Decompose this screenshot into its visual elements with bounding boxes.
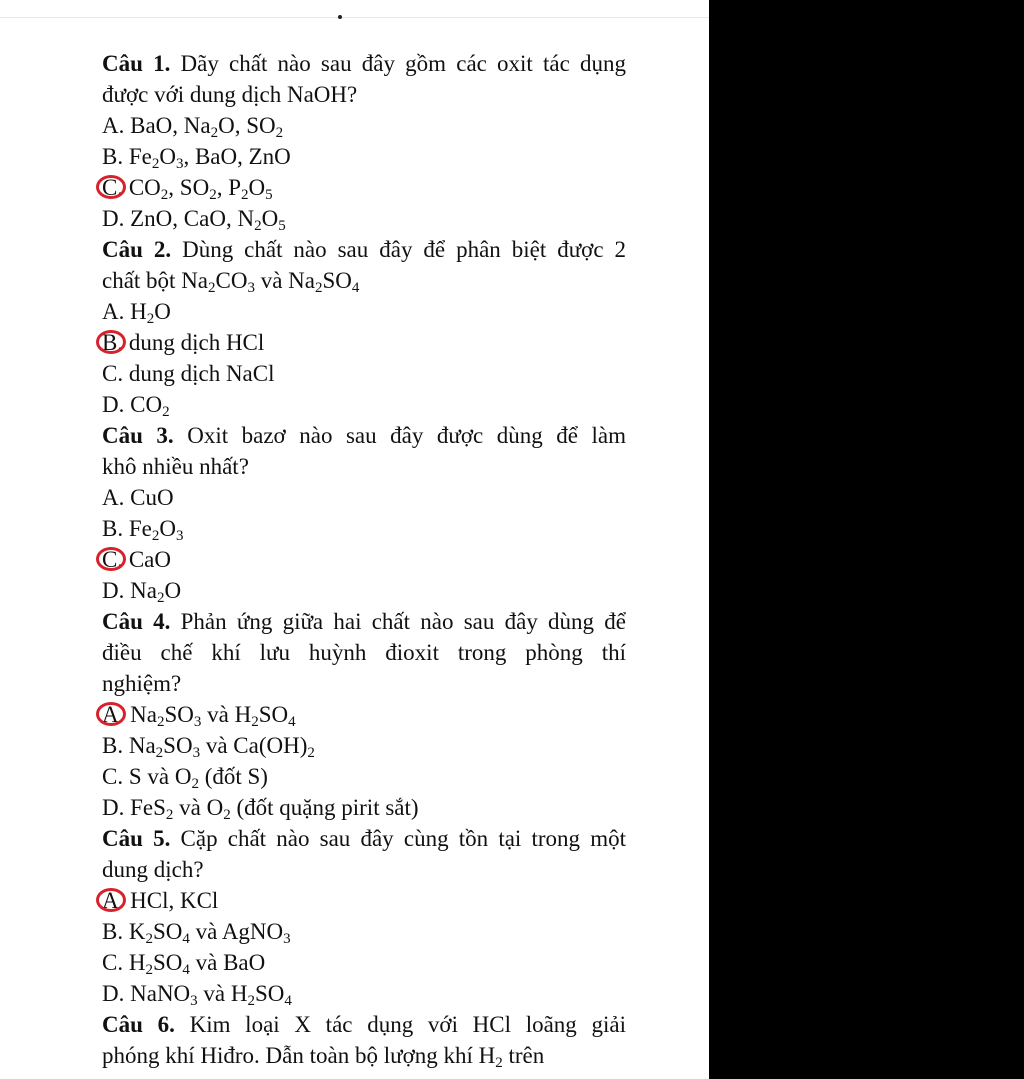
answer-option[interactable] [102,358,626,389]
option-text: $Na_2SO_3$ và $Ca(OH)_2$ [128,733,315,761]
question-text-line [102,668,626,699]
option-letter: D. [102,795,125,820]
answer-option[interactable] [102,327,626,358]
answer-option[interactable] [102,978,626,1009]
question-text-line [102,1040,626,1071]
question-number: Câu 4. [102,609,171,634]
question-number: Câu 1. [102,51,171,76]
answer-option[interactable] [102,172,626,203]
option-text: $Na_2SO_3$ và $H_2SO_4$ [130,702,296,730]
question-text: chất bột $Na_2CO_3$ và $Na_2SO_4$ [102,268,360,296]
question-text-line [102,420,626,451]
answer-option[interactable] [102,947,626,978]
question-text: phóng khí Hiđro. Dẫn toàn bộ lượng khí $H_2$ trên [102,1043,545,1071]
option-letter: B. [102,919,124,944]
answer-circle-mark [96,175,126,199]
answer-circle-mark [96,702,126,726]
question-text: Cặp chất nào sau đây cùng tồn tại trong một [180,826,627,851]
option-text: $H_2SO_4$ và BaO [128,950,266,978]
answer-option[interactable] [102,389,626,420]
question-text-line [102,637,626,668]
question-text-line [102,606,626,637]
question-text: điều chế khí lưu huỳnh đioxit trong phòng thí [102,640,626,665]
question-text: được với dung dịch NaOH? [102,82,358,107]
option-letter: B. [102,516,124,541]
option-letter: A. [102,299,125,324]
option-text: FeS$_2$ và $O_2$ (đốt quặng pirit sắt) [130,795,419,823]
answer-option[interactable] [102,761,626,792]
question-text-line [102,823,626,854]
option-letter: D. [102,392,125,417]
question-block [102,606,626,823]
option-text: $CO_2$, $SO_2$, $P_2O_5$ [128,175,273,203]
answer-option[interactable] [102,885,626,916]
option-text: HCl, KCl [130,888,219,913]
question-block [102,823,626,1009]
question-text: Oxit bazơ nào sau đây được dùng để làm [187,423,626,448]
question-text-line [102,234,626,265]
question-text: Phản ứng giữa hai chất nào sau đây dùng để [180,609,626,634]
option-letter: A. [102,699,124,730]
option-letter: C. [102,764,124,789]
question-number: Câu 3. [102,423,174,448]
answer-option[interactable] [102,110,626,141]
question-text: dung dịch? [102,857,204,882]
option-text: dung dịch NaCl [128,361,275,386]
option-letter: D. [102,578,125,603]
option-letter: D. [102,206,125,231]
question-text: Dãy chất nào sau đây gồm các oxit tác dụng [180,51,626,76]
option-letter: C. [102,172,123,203]
answer-circle-mark [96,888,126,912]
answer-circle-mark [96,547,126,571]
question-number: Câu 5. [102,826,171,851]
question-block [102,48,626,234]
option-text: ZnO, CaO, $N_2O_5$ [130,206,286,234]
question-number: Câu 6. [102,1012,175,1037]
answer-option[interactable] [102,203,626,234]
option-letter: B. [102,733,124,758]
option-letter: A. [102,113,125,138]
option-text: $Na_2O$ [130,578,182,606]
option-text: $Fe_2O_3$ [128,516,184,544]
question-text-line [102,79,626,110]
answer-option[interactable] [102,792,626,823]
question-block [102,234,626,420]
answer-option[interactable] [102,730,626,761]
question-text-line [102,451,626,482]
answer-option[interactable] [102,482,626,513]
question-text-line [102,854,626,885]
option-letter: C. [102,950,124,975]
option-letter: B. [102,144,124,169]
option-letter: C. [102,361,124,386]
option-text: CuO [130,485,174,510]
question-number: Câu 2. [102,237,172,262]
answer-option[interactable] [102,296,626,327]
page-top-dot [338,15,342,19]
answer-option[interactable] [102,699,626,730]
option-text: $K_2SO_4$ và AgNO$_3$ [128,919,291,947]
option-text: $CO_2$ [130,392,170,420]
question-text: Kim loại X tác dụng với HCl loãng giải [189,1012,627,1037]
option-text: NaNO$_3$ và $H_2SO_4$ [130,981,292,1009]
option-text: $Fe_2O_3$, BaO, ZnO [128,144,291,172]
option-letter: D. [102,981,125,1006]
question-block [102,1009,626,1071]
question-text-line [102,48,626,79]
question-text: Dùng chất nào sau đây để phân biệt được 2 [182,237,626,262]
answer-option[interactable] [102,544,626,575]
option-letter: B. [102,327,123,358]
option-letter: A. [102,885,124,916]
quiz-content [102,48,626,1071]
page-top-divider [0,17,709,18]
answer-circle-mark [96,330,126,354]
option-text: CaO [128,547,172,572]
question-block [102,420,626,606]
option-text: BaO, $Na_2O$, $SO_2$ [130,113,284,141]
option-text: dung dịch HCl [128,330,265,355]
option-letter: A. [102,485,125,510]
question-text-line [102,265,626,296]
answer-option[interactable] [102,916,626,947]
answer-option[interactable] [102,575,626,606]
option-text: $H_2O$ [130,299,171,327]
answer-option[interactable] [102,141,626,172]
option-text: S và $O_2$ (đốt S) [128,764,268,792]
question-text: khô nhiều nhất? [102,454,249,479]
option-letter: C. [102,544,123,575]
question-text-line [102,1009,626,1040]
question-text: nghiệm? [102,671,182,696]
answer-option[interactable] [102,513,626,544]
